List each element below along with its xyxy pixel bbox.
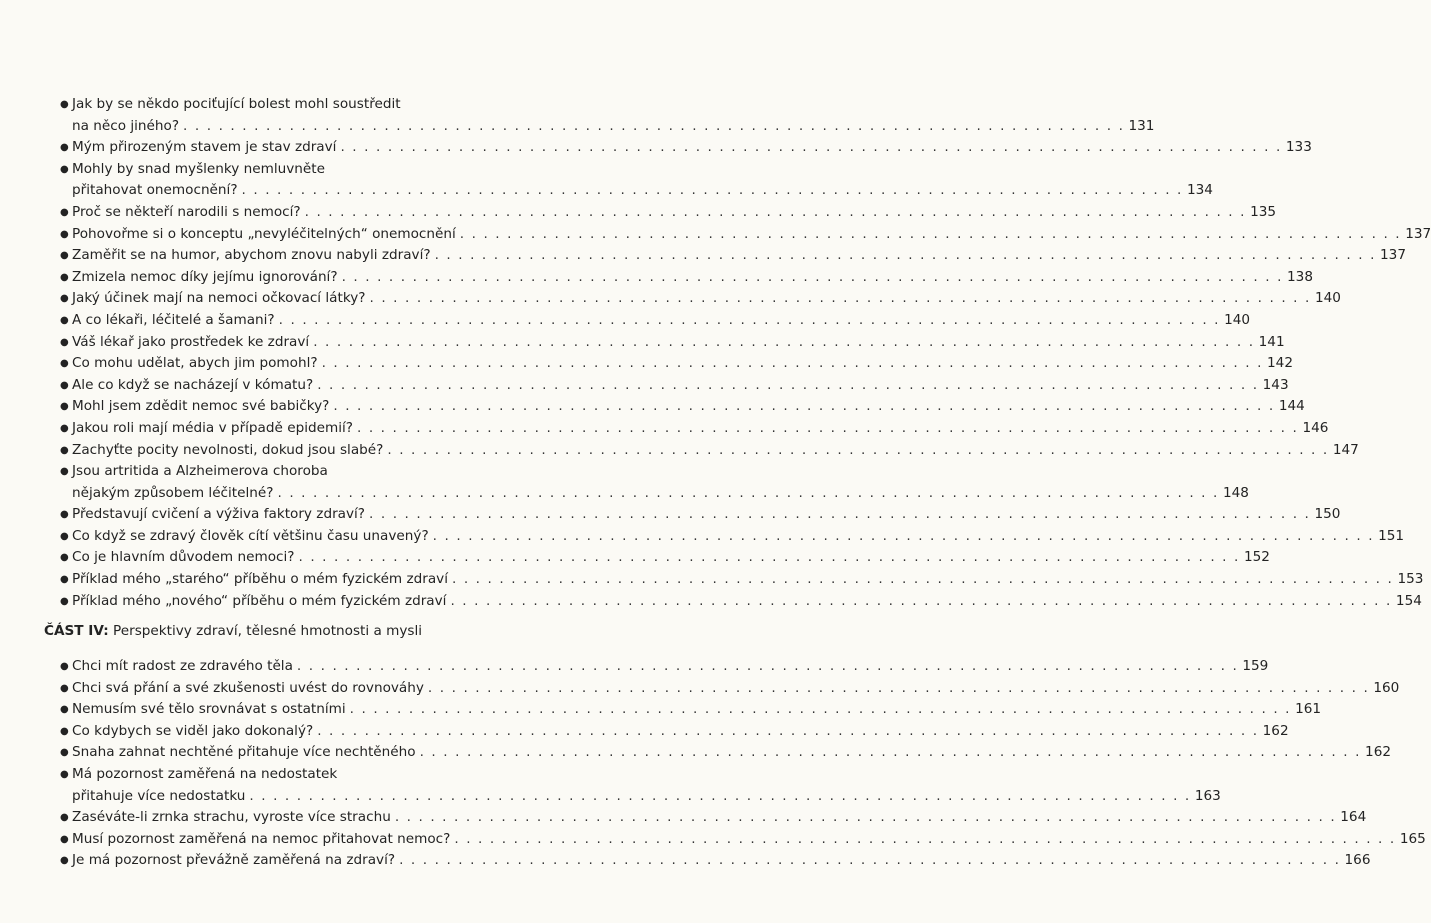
toc-entry: [58, 850, 1371, 872]
page-number: 144: [1278, 398, 1305, 415]
dot-leader: . . . . . . . . . . . . . . . . . . . . . . . . . . . . . . . . . . . . . . . . . . . . . . . . . . . . . . . . . . . . . . . . . . . . . . . . . . . . . . . .: [277, 484, 1219, 501]
bullet-icon: ●: [60, 271, 69, 283]
bullet-icon: ●: [60, 379, 69, 391]
dot-leader: . . . . . . . . . . . . . . . . . . . . . . . . . . . . . . . . . . . . . . . . . . . . . . . . . . . . . . . . . . . . . . . . . . . . . . . . . . . . . . . .: [459, 225, 1402, 242]
toc-entry: [58, 396, 1305, 418]
toc-entry-line: [72, 440, 1359, 462]
dot-leader: . . . . . . . . . . . . . . . . . . . . . . . . . . . . . . . . . . . . . . . . . . . . . . . . . . . . . . . . . . . . . . . . . . . . . . . . . . . . . . . .: [313, 333, 1255, 350]
dot-leader: . . . . . . . . . . . . . . . . . . . . . . . . . . . . . . . . . . . . . . . . . . . . . . . . . . . . . . . . . . . . . . . . . . . . . . . . . . . . . . . .: [387, 441, 1329, 458]
dot-leader: . . . . . . . . . . . . . . . . . . . . . . . . . . . . . . . . . . . . . . . . . . . . . . . . . . . . . . . . . . . . . . . . . . . . . . . . . . . . . . . .: [450, 592, 1392, 609]
bullet-icon: ●: [60, 228, 69, 240]
section-heading-part-iv: [44, 620, 422, 642]
dot-leader: . . . . . . . . . . . . . . . . . . . . . . . . . . . . . . . . . . . . . . . . . . . . . . . . . . . . . . . . . . . . . . . . . . . . . . . . . . . . . . . .: [241, 182, 1183, 199]
page-number: 163: [1194, 787, 1221, 804]
toc-entry-text: Ale co když se nacházejí v kómatu?: [72, 376, 314, 393]
page-number: 162: [1365, 744, 1391, 761]
page-number: 164: [1340, 809, 1367, 826]
toc-entry-text: Proč se někteří narodili s nemocí?: [72, 203, 301, 220]
toc-entry-line: [72, 267, 1313, 289]
toc-entry-line: [72, 483, 1249, 505]
toc-entry-text: Snaha zahnat nechtěné přitahuje více nechtěného: [72, 744, 416, 761]
toc-entry-line: [72, 829, 1426, 851]
page-number: 161: [1295, 701, 1322, 718]
bullet-icon: ●: [60, 595, 69, 607]
toc-entry-text: A co lékaři, léčitelé a šamani?: [72, 311, 275, 328]
dot-leader: . . . . . . . . . . . . . . . . . . . . . . . . . . . . . . . . . . . . . . . . . . . . . . . . . . . . . . . . . . . . . . . . . . . . . . . . . . . . . . . .: [296, 658, 1239, 674]
toc-entry: [58, 591, 1422, 613]
toc-entry-text: Mým přirozeným stavem je stav zdraví: [72, 139, 337, 156]
toc-entry: [58, 224, 1431, 246]
page-number: 160: [1373, 679, 1400, 696]
page-number: 148: [1222, 484, 1249, 501]
page-number: 147: [1332, 441, 1359, 458]
toc-entry: [58, 764, 1221, 807]
page-number: 142: [1267, 355, 1293, 372]
dot-leader: . . . . . . . . . . . . . . . . . . . . . . . . . . . . . . . . . . . . . . . . . . . . . . . . . . . . . . . . . . . . . . . . . . . . . . . . . . . . . . . .: [454, 830, 1396, 847]
dot-leader: . . . . . . . . . . . . . . . . . . . . . . . . . . . . . . . . . . . . . . . . . . . . . . . . . . . . . . . . . . . . . . . . . . . . . . . . . . . . . . . .: [333, 398, 1275, 415]
toc-entry: [58, 656, 1269, 678]
page-number: 152: [1243, 549, 1270, 566]
toc-entry-text: Váš lékař jako prostředek ke zdraví: [72, 333, 310, 350]
toc-entry-line: [72, 202, 1277, 224]
toc-entry: [58, 245, 1406, 267]
toc-entry-text: Zmizela nemoc díky jejímu ignorování?: [72, 268, 338, 285]
toc-entry-line: [72, 224, 1431, 246]
page-number: 140: [1314, 290, 1341, 307]
dot-leader: . . . . . . . . . . . . . . . . . . . . . . . . . . . . . . . . . . . . . . . . . . . . . . . . . . . . . . . . . . . . . . . . . . . . . . . . . . . . . . . .: [369, 506, 1311, 523]
toc-entry: [58, 332, 1285, 354]
bullet-icon: ●: [60, 704, 69, 716]
toc-entry-line: [72, 850, 1371, 872]
bullet-icon: ●: [60, 812, 69, 824]
dot-leader: . . . . . . . . . . . . . . . . . . . . . . . . . . . . . . . . . . . . . . . . . . . . . . . . . . . . . . . . . . . . . . . . . . . . . . . . . . . . . . . .: [434, 247, 1377, 264]
toc-entry-line: [72, 94, 550, 116]
page-number: 137: [1380, 247, 1406, 264]
page-number: 150: [1314, 506, 1341, 523]
toc-entry-line: [72, 461, 550, 483]
bullet-icon: ●: [60, 163, 69, 175]
bullet-icon: ●: [60, 552, 69, 564]
bullet-icon: ●: [60, 768, 69, 780]
dot-leader: . . . . . . . . . . . . . . . . . . . . . . . . . . . . . . . . . . . . . . . . . . . . . . . . . . . . . . . . . . . . . . . . . . . . . . . . . . . . . . . .: [427, 679, 1370, 696]
toc-entry-line: [72, 418, 1329, 440]
dot-leader: . . . . . . . . . . . . . . . . . . . . . . . . . . . . . . . . . . . . . . . . . . . . . . . . . . . . . . . . . . . . . . . . . . . . . . . . . . . . . . . .: [249, 787, 1191, 804]
toc-entry-text: Co mohu udělat, abych jim pomohl?: [72, 355, 318, 372]
dot-leader: . . . . . . . . . . . . . . . . . . . . . . . . . . . . . . . . . . . . . . . . . . . . . . . . . . . . . . . . . . . . . . . . . . . . . . . . . . . . . . . .: [278, 311, 1221, 328]
dot-leader: . . . . . . . . . . . . . . . . . . . . . . . . . . . . . . . . . . . . . . . . . . . . . . . . . . . . . . . . . . . . . . . . . . . . . . . . . . . . . . . .: [349, 701, 1292, 718]
page-number: 165: [1399, 830, 1426, 847]
toc-entry-line: [72, 591, 1422, 613]
bullet-icon: ●: [60, 250, 69, 262]
bullet-icon: ●: [60, 509, 69, 521]
page-number: 133: [1285, 139, 1312, 156]
dot-leader: . . . . . . . . . . . . . . . . . . . . . . . . . . . . . . . . . . . . . . . . . . . . . . . . . . . . . . . . . . . . . . . . . . . . . . . . . . . . . . . .: [432, 527, 1375, 544]
page-number: 154: [1395, 592, 1422, 609]
page-number: 134: [1186, 182, 1213, 199]
bullet-icon: ●: [60, 206, 69, 218]
page-number: 135: [1250, 203, 1277, 220]
toc-entry-text: Jsou artritida a Alzheimerova choroba: [72, 463, 328, 480]
bullet-icon: ●: [60, 855, 69, 867]
toc-entry-line: [72, 116, 1155, 138]
toc-entry-line: [72, 332, 1285, 354]
toc-entry-line: [72, 807, 1367, 829]
toc-entry: [58, 699, 1322, 721]
toc-entry: [58, 807, 1367, 829]
toc-entry-line: [72, 159, 550, 181]
bullet-icon: ●: [60, 314, 69, 326]
toc-entry-text: Jaký účinek mají na nemoci očkovací látky?: [72, 290, 366, 307]
toc-entry-text: Má pozornost zaměřená na nedostatek: [72, 765, 338, 782]
page-number: 137: [1405, 225, 1431, 242]
bullet-icon: ●: [60, 747, 69, 759]
dot-leader: . . . . . . . . . . . . . . . . . . . . . . . . . . . . . . . . . . . . . . . . . . . . . . . . . . . . . . . . . . . . . . . . . . . . . . . . . . . . . . . .: [183, 117, 1125, 134]
toc-entry-text: Co kdybych se viděl jako dokonalý?: [72, 722, 314, 739]
page-number: 153: [1397, 571, 1424, 588]
toc-entry: [58, 94, 1155, 137]
toc-entry-line: [72, 742, 1391, 764]
toc-entry: [58, 742, 1391, 764]
dot-leader: . . . . . . . . . . . . . . . . . . . . . . . . . . . . . . . . . . . . . . . . . . . . . . . . . . . . . . . . . . . . . . . . . . . . . . . . . . . . . . . .: [317, 376, 1259, 393]
toc-entry: [58, 721, 1289, 743]
toc-entry-line: [72, 375, 1289, 397]
bullet-icon: ●: [60, 358, 69, 370]
toc-entry-text: Je má pozornost převážně zaměřená na zdraví?: [72, 852, 396, 869]
section-title: Perspektivy zdraví, tělesné hmotnosti a mysli: [113, 623, 423, 639]
toc-entry: [58, 526, 1405, 548]
toc-entry-text: Chci mít radost ze zdravého těla: [72, 658, 293, 674]
toc-entry-text: Příklad mého „nového“ příběhu o mém fyzickém zdraví: [72, 592, 447, 609]
toc-entry: [58, 418, 1329, 440]
toc-entry: [58, 353, 1293, 375]
dot-leader: . . . . . . . . . . . . . . . . . . . . . . . . . . . . . . . . . . . . . . . . . . . . . . . . . . . . . . . . . . . . . . . . . . . . . . . . . . . . . . . .: [369, 290, 1311, 307]
dot-leader: . . . . . . . . . . . . . . . . . . . . . . . . . . . . . . . . . . . . . . . . . . . . . . . . . . . . . . . . . . . . . . . . . . . . . . . . . . . . . . . .: [340, 139, 1282, 156]
toc-entry-text: Jakou roli mají média v případě epidemií?: [72, 419, 353, 436]
toc-entry-text: Jak by se někdo pociťující bolest mohl soustředit: [72, 96, 401, 112]
bullet-icon: ●: [60, 661, 69, 672]
toc-entry-line: [72, 699, 1322, 721]
toc-entry-line: [72, 656, 1269, 678]
toc-entry-line: [72, 721, 1289, 743]
toc-entry-text: Chci svá přání a své zkušenosti uvést do rovnováhy: [72, 679, 424, 696]
page-number: 138: [1287, 268, 1313, 285]
toc-entry-text: Mohly by snad myšlenky nemluvněte: [72, 160, 325, 177]
toc-entry-text: Nemusím své tělo srovnávat s ostatními: [72, 701, 346, 718]
toc-list-part-iv: [58, 656, 1426, 872]
page-number: 151: [1378, 527, 1405, 544]
page-number: 162: [1262, 722, 1289, 739]
toc-entry: [58, 375, 1289, 397]
toc-entry-line: [72, 353, 1293, 375]
page-number: 131: [1128, 117, 1155, 134]
toc-entry: [58, 267, 1313, 289]
toc-entry-line: [72, 180, 1213, 202]
toc-entry: [58, 504, 1341, 526]
toc-entry-text: Co je hlavním důvodem nemoci?: [72, 549, 295, 566]
toc-entry: [58, 288, 1341, 310]
page-number: 166: [1344, 852, 1371, 869]
toc-entry: [58, 202, 1277, 224]
toc-entry-text: Musí pozornost zaměřená na nemoc přitahovat nemoc?: [72, 830, 451, 847]
toc-entry-line: [72, 396, 1305, 418]
toc-entry-line: [72, 310, 1251, 332]
toc-entry-text: Představují cvičení a výživa faktory zdraví?: [72, 506, 366, 523]
page-number: 143: [1262, 376, 1289, 393]
toc-entry-text: Zaměřit se na humor, abychom znovu nabyli zdraví?: [72, 247, 431, 264]
toc-entry-line: [72, 569, 1424, 591]
toc-entry-text: Zachyťte pocity nevolnosti, dokud jsou slabé?: [72, 441, 384, 458]
toc-entry-line: [72, 547, 1270, 569]
bullet-icon: ●: [60, 833, 69, 845]
toc-entry-text: přitahuje více nedostatku: [72, 787, 246, 804]
toc-entry-text: Mohl jsem zdědit nemoc své babičky?: [72, 398, 330, 415]
toc-entry-text: Co když se zdravý člověk cítí většinu času unavený?: [72, 527, 429, 544]
page-number: 140: [1224, 311, 1251, 328]
toc-entry-line: [72, 764, 550, 786]
toc-entry-text: Pohovořme si o konceptu „nevyléčitelných“ onemocnění: [72, 225, 456, 242]
bullet-icon: ●: [60, 99, 69, 110]
dot-leader: . . . . . . . . . . . . . . . . . . . . . . . . . . . . . . . . . . . . . . . . . . . . . . . . . . . . . . . . . . . . . . . . . . . . . . . . . . . . . . . .: [394, 809, 1337, 826]
toc-entry-line: [72, 678, 1400, 700]
bullet-icon: ●: [60, 293, 69, 305]
section-label: ČÁST IV:: [44, 623, 109, 639]
bullet-icon: ●: [60, 444, 69, 456]
bullet-icon: ●: [60, 422, 69, 434]
dot-leader: . . . . . . . . . . . . . . . . . . . . . . . . . . . . . . . . . . . . . . . . . . . . . . . . . . . . . . . . . . . . . . . . . . . . . . . . . . . . . . . .: [356, 419, 1299, 436]
dot-leader: . . . . . . . . . . . . . . . . . . . . . . . . . . . . . . . . . . . . . . . . . . . . . . . . . . . . . . . . . . . . . . . . . . . . . . . . . . . . . . . .: [321, 355, 1264, 372]
page-number: 159: [1242, 658, 1269, 674]
bullet-icon: ●: [60, 466, 69, 478]
bullet-icon: ●: [60, 725, 69, 737]
bullet-icon: ●: [60, 336, 69, 348]
dot-leader: . . . . . . . . . . . . . . . . . . . . . . . . . . . . . . . . . . . . . . . . . . . . . . . . . . . . . . . . . . . . . . . . . . . . . . . . . . . . . . . .: [419, 744, 1362, 761]
page-number: 141: [1258, 333, 1285, 350]
toc-entry: [58, 440, 1359, 462]
toc-entry: [58, 569, 1424, 591]
dot-leader: . . . . . . . . . . . . . . . . . . . . . . . . . . . . . . . . . . . . . . . . . . . . . . . . . . . . . . . . . . . . . . . . . . . . . . . . . . . . . . . .: [452, 571, 1394, 588]
bullet-icon: ●: [60, 574, 69, 586]
bullet-icon: ●: [60, 682, 69, 694]
toc-list-part-iii: [58, 94, 1431, 612]
dot-leader: . . . . . . . . . . . . . . . . . . . . . . . . . . . . . . . . . . . . . . . . . . . . . . . . . . . . . . . . . . . . . . . . . . . . . . . . . . . . . . . .: [298, 549, 1240, 566]
toc-entry: [58, 310, 1251, 332]
toc-entry-text: nějakým způsobem léčitelné?: [72, 484, 274, 501]
page-number: 146: [1302, 419, 1329, 436]
toc-entry-text: Zaséváte-li zrnka strachu, vyroste více strachu: [72, 809, 391, 826]
dot-leader: . . . . . . . . . . . . . . . . . . . . . . . . . . . . . . . . . . . . . . . . . . . . . . . . . . . . . . . . . . . . . . . . . . . . . . . . . . . . . . . .: [304, 203, 1247, 220]
toc-entry-line: [72, 245, 1406, 267]
toc-entry-text: Příklad mého „starého“ příběhu o mém fyzickém zdraví: [72, 571, 448, 588]
toc-entry: [58, 547, 1270, 569]
bullet-icon: ●: [60, 530, 69, 542]
bullet-icon: ●: [60, 401, 69, 413]
dot-leader: . . . . . . . . . . . . . . . . . . . . . . . . . . . . . . . . . . . . . . . . . . . . . . . . . . . . . . . . . . . . . . . . . . . . . . . . . . . . . . . .: [317, 722, 1259, 739]
toc-entry-text: na něco jiného?: [72, 117, 180, 134]
bullet-icon: ●: [60, 142, 69, 154]
toc-entry: [58, 159, 1213, 202]
toc-entry-line: [72, 786, 1221, 808]
dot-leader: . . . . . . . . . . . . . . . . . . . . . . . . . . . . . . . . . . . . . . . . . . . . . . . . . . . . . . . . . . . . . . . . . . . . . . . . . . . . . . . .: [399, 852, 1341, 869]
toc-entry-text: přitahovat onemocnění?: [72, 182, 238, 199]
toc-entry-line: [72, 137, 1312, 159]
toc-entry: [58, 137, 1312, 159]
toc-entry: [58, 829, 1426, 851]
toc-entry: [58, 678, 1400, 700]
dot-leader: . . . . . . . . . . . . . . . . . . . . . . . . . . . . . . . . . . . . . . . . . . . . . . . . . . . . . . . . . . . . . . . . . . . . . . . . . . . . . . . .: [341, 268, 1284, 285]
toc-entry-line: [72, 288, 1341, 310]
toc-entry: [58, 461, 1249, 504]
toc-entry-line: [72, 526, 1405, 548]
toc-entry-line: [72, 504, 1341, 526]
